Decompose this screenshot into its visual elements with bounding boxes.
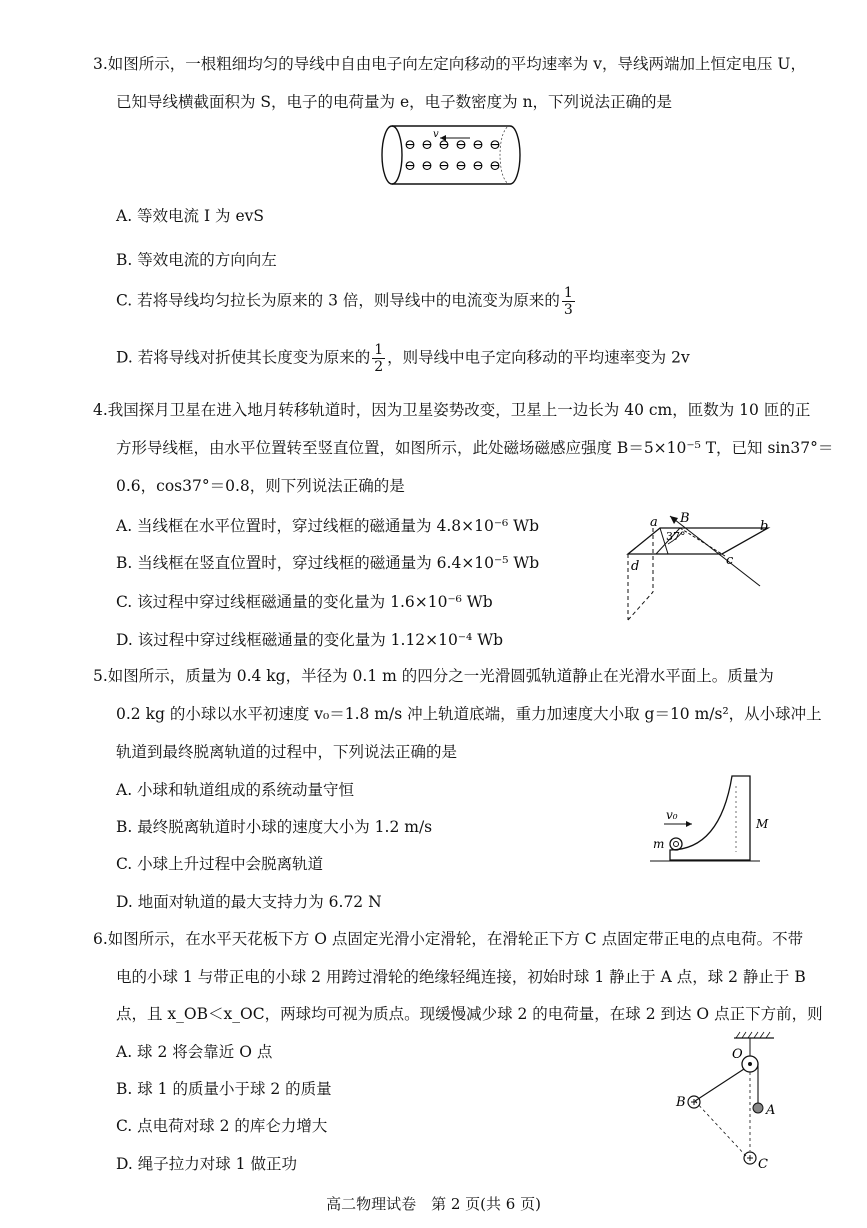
electron-icon: ⊖ [472,158,484,174]
q5-stem-line3: 轨道到最终脱离轨道的过程中，下列说法正确的是 [116,743,458,761]
page-footer: 高二物理试卷 第 2 页(共 6 页) [326,1195,541,1213]
label-A: A [766,1103,776,1118]
q3-option-d [116,343,690,374]
label-b: b [760,519,769,534]
label-B: B [680,511,690,526]
q4-option-b: B. 当线框在竖直位置时，穿过线框的磁通量为 6.4×10⁻⁵ Wb [116,554,540,572]
label-C: C [758,1157,768,1172]
electron-icon: ⊖ [404,158,416,174]
q5-stem-line2: 0.2 kg 的小球以水平初速度 v₀＝1.8 m/s 冲上轨道底端，重力加速度大小取 g＝10 m/s²，从小球冲上 [116,705,822,723]
electron-icon: ⊖ [421,137,433,153]
v0-label: v₀ [666,808,678,822]
q4-option-d: D. 该过程中穿过线框磁通量的变化量为 1.12×10⁻⁴ Wb [116,631,504,649]
electron-icon: ⊖ [438,158,450,174]
q6-option-a: A. 球 2 将会靠近 O 点 [116,1043,273,1061]
denominator: 2 [374,359,384,375]
label-M: M [756,817,769,831]
q4-coil-figure [620,508,795,623]
electron-icon: ⊖ [438,137,450,153]
numerator: 1 [374,342,384,358]
q4-option-c: C. 该过程中穿过线框磁通量的变化量为 1.6×10⁻⁶ Wb [116,593,493,611]
angle-label: 37° [666,530,686,543]
electron-icon: ⊖ [455,137,467,153]
q3-option-d-text: D. 若将导线对折使其长度变为原来的 [116,348,371,367]
q3-velocity-label: v [433,129,439,140]
label-d: d [631,559,640,574]
q4-stem-line1: 4.我国探月卫星在进入地月转移轨道时，因为卫星姿势改变，卫星上一边长为 40 cm，匝数为 10 匝的正 [93,401,811,419]
q5-option-b: B. 最终脱离轨道时小球的速度大小为 1.2 m/s [116,818,433,836]
q3-option-d-text-end: ，则导线中电子定向移动的平均速率变为 2v [387,348,690,367]
q5-option-d: D. 地面对轨道的最大支持力为 6.72 N [116,893,382,911]
label-a: a [650,515,658,530]
label-O: O [732,1047,743,1062]
q6-option-d: D. 绳子拉力对球 1 做正功 [116,1155,297,1173]
q4-option-a: A. 当线框在水平位置时，穿过线框的磁通量为 4.8×10⁻⁶ Wb [116,517,540,535]
electron-icon: ⊖ [489,137,501,153]
electron-icon: ⊖ [421,158,433,174]
q3-option-a: A. 等效电流 I 为 evS [116,207,264,225]
q4-stem-line2: 方形导线框，由水平位置转至竖直位置，如图所示，此处磁场磁感应强度 B＝5×10⁻⁵ T，已知 sin37°＝ [116,439,834,457]
q6-stem-line3: 点，且 x_OB＜x_OC，两球均可视为质点。现缓慢减少球 2 的电荷量，在球 2 到达 O 点正下方前，则 [116,1005,823,1023]
q6-option-b: B. 球 1 的质量小于球 2 的质量 [116,1080,332,1098]
numerator: 1 [563,285,573,301]
electron-icon: ⊖ [489,158,501,174]
fraction [372,343,385,374]
label-m: m [653,837,665,851]
q6-stem-line2: 电的小球 1 与带正电的小球 2 用跨过滑轮的绝缘轻绳连接，初始时球 1 静止于 A 点，球 2 静止于 B [116,968,806,986]
electron-icon: ⊖ [404,137,416,153]
q6-option-c: C. 点电荷对球 2 的库仑力增大 [116,1117,328,1135]
q4-stem-line3: 0.6，cos37°＝0.8，则下列说法正确的是 [116,477,405,495]
q3-wire-figure [370,124,522,186]
q3-stem-line1: 3.如图所示，一根粗细均匀的导线中自由电子向左定向移动的平均速率为 v，导线两端加上恒定电压 U， [93,55,806,73]
q5-option-c: C. 小球上升过程中会脱离轨道 [116,855,324,873]
denominator: 3 [563,302,573,318]
electron-icon: ⊖ [455,158,467,174]
q3-option-c-text: C. 若将导线均匀拉长为原来的 3 倍，则导线中的电流变为原来的 [116,291,560,310]
q6-pulley-figure [672,1030,782,1175]
fraction [562,286,575,317]
q5-stem-line1: 5.如图所示，质量为 0.4 kg，半径为 0.1 m 的四分之一光滑圆弧轨道静止在光滑水平面上。质量为 [93,667,774,685]
q3-option-b: B. 等效电流的方向向左 [116,251,277,269]
electron-icon: ⊖ [472,137,484,153]
q3-stem-line2: 已知导线横截面积为 S，电子的电荷量为 e，电子数密度为 n，下列说法正确的是 [116,93,673,111]
label-B: B [676,1095,686,1110]
label-c: c [726,553,734,568]
q5-option-a: A. 小球和轨道组成的系统动量守恒 [116,781,355,799]
q5-track-figure [650,772,769,867]
q3-option-c [116,286,577,317]
q6-stem-line1: 6.如图所示，在水平天花板下方 O 点固定光滑小定滑轮，在滑轮正下方 C 点固定带正电的点电荷。不带 [93,930,804,948]
